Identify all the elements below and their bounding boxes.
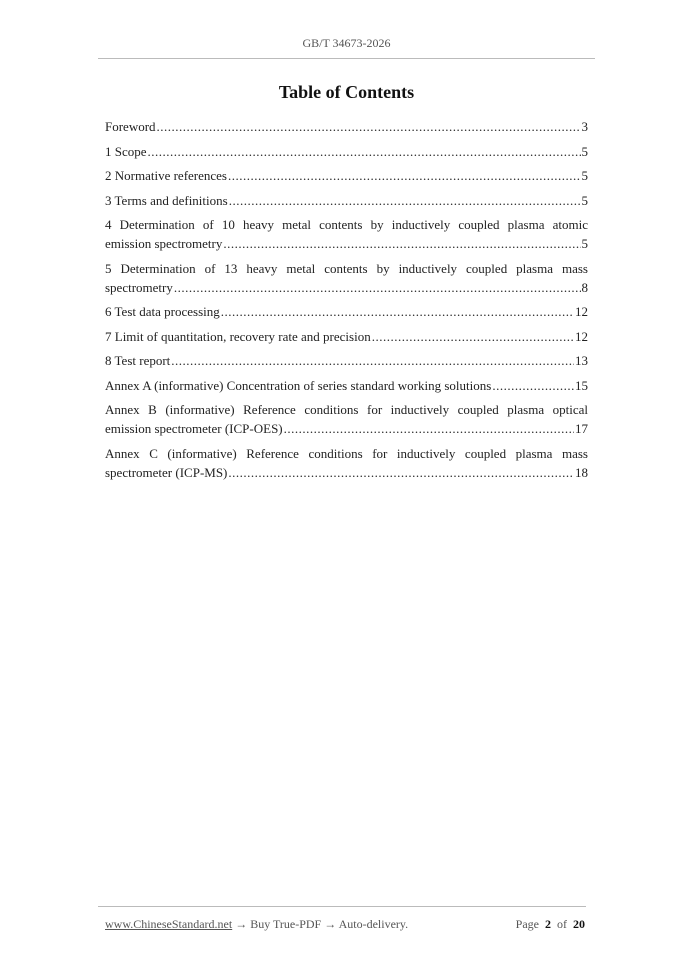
toc-page-number: 17	[575, 421, 588, 436]
toc-entry-title-line: Annex C (informative) Reference conditions for inductively coupled plasma mass	[105, 445, 588, 461]
toc-entry-last-line	[105, 302, 588, 321]
buy-pdf-text: Buy True-PDF	[250, 917, 322, 931]
table-of-contents	[105, 117, 588, 487]
toc-page-number: 5	[581, 192, 588, 208]
page-title: Table of Contents	[278, 82, 415, 102]
dot-leader	[228, 463, 574, 482]
of-label: of	[557, 917, 567, 931]
dot-leader	[148, 142, 581, 161]
toc-entry-last-line	[105, 234, 588, 253]
toc-page-number: 15	[575, 377, 588, 393]
toc-entry[interactable]	[105, 259, 588, 297]
toc-entry[interactable]	[105, 400, 588, 438]
toc-entry[interactable]	[105, 351, 588, 370]
toc-entry-title: 8 Test report	[105, 353, 171, 368]
toc-entry-title: Annex A (informative) Concentration of series standard working solutions	[105, 377, 492, 393]
toc-entry-title-line: 5 Determination of 13 heavy metal contents by inductively coupled plasma mass	[105, 260, 588, 276]
arrow-icon: →	[235, 917, 248, 931]
toc-page-number: 5	[581, 143, 588, 159]
toc-page-number: 5	[581, 168, 588, 183]
toc-entry-title: emission spectrometer (ICP-OES)	[105, 421, 283, 436]
toc-entry-title: 6 Test data processing	[105, 304, 220, 319]
document-code: GB/T 34673-2026	[302, 36, 391, 50]
toc-page-number: 8	[581, 279, 588, 295]
toc-page-number: 13	[575, 353, 588, 368]
toc-entry-title-line: 4 Determination of 10 heavy metal contents by inductively coupled plasma atomic	[105, 217, 588, 232]
toc-entry[interactable]	[105, 117, 588, 136]
dot-leader	[228, 166, 581, 185]
site-link[interactable]: www.ChineseStandard.net	[105, 917, 233, 931]
toc-entry-title: 7 Limit of quantitation, recovery rate and precision	[105, 328, 371, 344]
dot-leader	[229, 191, 581, 210]
dot-leader	[372, 327, 574, 346]
toc-entry-title: spectrometry	[105, 279, 173, 295]
toc-entry[interactable]	[105, 376, 588, 395]
dot-leader	[492, 376, 574, 395]
toc-entry-title: Foreword	[105, 119, 156, 134]
footer-divider	[98, 906, 586, 907]
toc-entry-last-line	[105, 376, 588, 395]
toc-entry-last-line	[105, 142, 588, 161]
toc-entry-last-line	[105, 419, 588, 438]
toc-entry-last-line	[105, 463, 588, 482]
dot-leader	[157, 117, 581, 136]
page-indicator	[516, 917, 585, 932]
toc-entry[interactable]	[105, 166, 588, 185]
toc-entry[interactable]	[105, 191, 588, 210]
toc-page-number: 18	[575, 464, 588, 480]
toc-page-number: 12	[575, 304, 588, 319]
footer-promo	[105, 917, 408, 932]
arrow-icon: →	[324, 917, 337, 931]
toc-entry-title: emission spectrometry	[105, 236, 223, 251]
toc-entry[interactable]	[105, 444, 588, 482]
toc-entry-last-line	[105, 327, 588, 346]
current-page-number: 2	[545, 917, 551, 931]
page-label: Page	[515, 917, 539, 931]
dot-leader	[174, 278, 581, 297]
toc-page-number: 12	[575, 328, 588, 344]
total-pages-number: 20	[573, 917, 585, 931]
dot-leader	[221, 302, 574, 321]
toc-entry[interactable]	[105, 327, 588, 346]
toc-entry-title: spectrometer (ICP-MS)	[105, 464, 228, 480]
toc-entry-title: 3 Terms and definitions	[105, 192, 228, 208]
dot-leader	[171, 351, 574, 370]
toc-entry[interactable]	[105, 142, 588, 161]
toc-entry-title: 2 Normative references	[105, 168, 227, 183]
toc-entry-title: 1 Scope	[105, 143, 147, 159]
dot-leader	[284, 419, 574, 438]
toc-page-number: 5	[581, 236, 588, 251]
toc-entry-last-line	[105, 117, 588, 136]
toc-entry-last-line	[105, 351, 588, 370]
toc-entry[interactable]	[105, 302, 588, 321]
toc-entry-title-line: Annex B (informative) Reference conditions for inductively coupled plasma optical	[105, 402, 588, 417]
toc-page-number: 3	[581, 119, 588, 134]
toc-entry[interactable]	[105, 215, 588, 253]
toc-entry-last-line	[105, 191, 588, 210]
header-divider	[98, 58, 595, 59]
auto-delivery-text: Auto-delivery.	[338, 917, 409, 931]
dot-leader	[223, 234, 580, 253]
toc-entry-last-line	[105, 278, 588, 297]
toc-entry-last-line	[105, 166, 588, 185]
